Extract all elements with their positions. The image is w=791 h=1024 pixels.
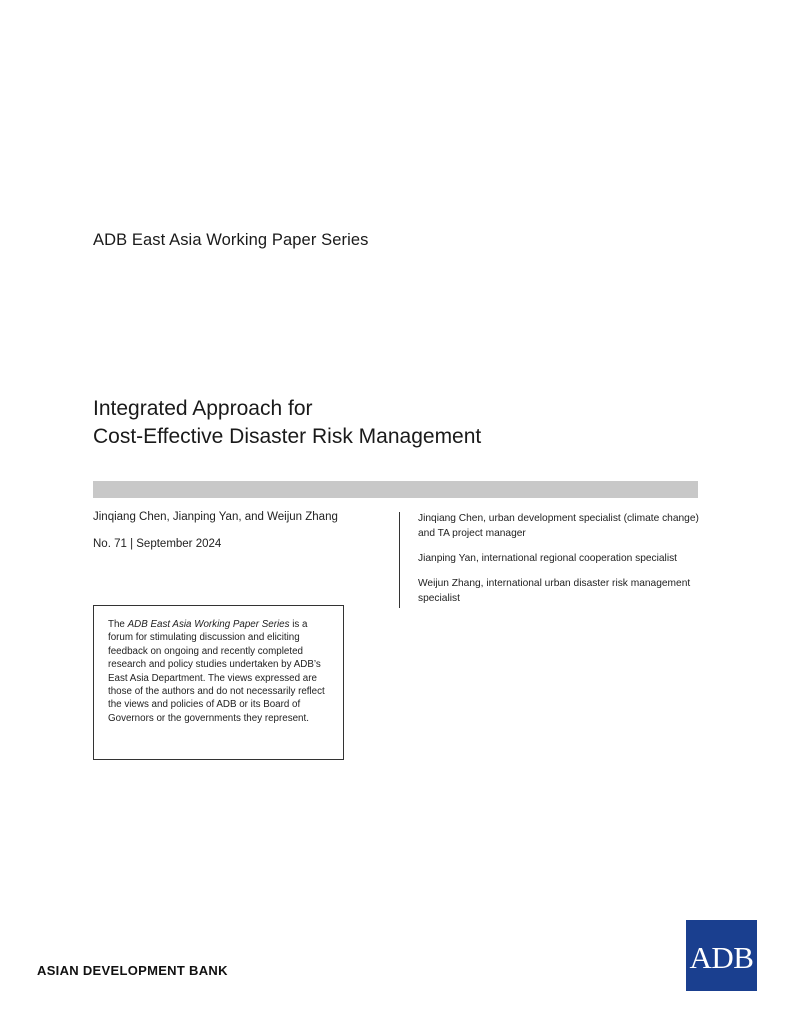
- column-divider: [399, 512, 400, 608]
- title-divider-bar: [93, 481, 698, 498]
- disclaimer-body: is a forum for stimulating discussion and eliciting feedback on ongoing and recently completed research and policy studies undertaken by ADB’s East Asia Department. The views expressed are those of the authors and do not necessarily reflect the views and policies of ADB or its Board of Governors or the governments they represent.: [108, 619, 325, 724]
- affiliation-item: Jinqiang Chen, urban development specialist (climate change) and TA project manager: [418, 513, 699, 539]
- adb-logo-text: ADB: [689, 939, 754, 975]
- author-list: Jinqiang Chen, Jianping Yan, and Weijun Zhang: [93, 511, 338, 523]
- adb-logo: [686, 920, 757, 991]
- affiliation-item: Jianping Yan, international regional cooperation specialist: [418, 553, 678, 564]
- title-line-2: Cost-Effective Disaster Risk Management: [93, 425, 482, 448]
- publication-info: No. 71 | September 2024: [93, 538, 222, 550]
- disclaimer-series-name: ADB East Asia Working Paper Series: [127, 619, 290, 630]
- title-line-1: Integrated Approach for: [93, 397, 313, 420]
- affiliation-item: Weijun Zhang, international urban disaster risk management specialist: [418, 578, 691, 604]
- series-disclaimer-box: [93, 605, 344, 760]
- series-title: ADB East Asia Working Paper Series: [93, 231, 369, 249]
- document-title: [93, 395, 481, 451]
- organization-name: ASIAN DEVELOPMENT BANK: [37, 963, 228, 978]
- author-affiliations: [418, 511, 708, 616]
- disclaimer-prefix: The: [108, 619, 128, 630]
